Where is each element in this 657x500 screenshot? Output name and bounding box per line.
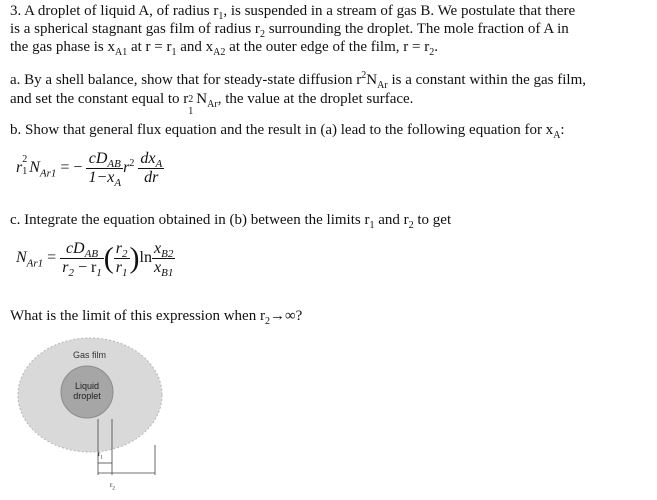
liquid-label-line-1: Liquid <box>74 381 100 391</box>
equation-b: r 2 1 $N_{Ar1}$ = − $\frac{cD_{AB}}{1-x_A}$ $r^2$ $\frac{dx_A}{dr}$ <box>16 150 163 190</box>
problem-line-3: the gas phase is $x_{A1}$ at $r = r_1$ and $x_{A2}$ at the outer edge of the film, $r = r_2$. <box>10 39 438 58</box>
gas-film-label: Gas film <box>73 350 107 360</box>
part-c-text: c. Integrate the equation obtained in (b) between the limits $r_1$ and $r_2$ to get <box>10 212 452 231</box>
r1-label: $r_1$ <box>98 450 103 461</box>
liquid-droplet-label <box>67 381 107 401</box>
part-b-text: b. Show that general flux equation and the result in (a) lead to the following equation for $x_A$: <box>10 122 565 141</box>
problem-line-2: is a spherical stagnant gas film of radius $r_2$ surrounding the droplet. The mole fraction of A in <box>10 21 569 40</box>
part-a-line-2: and set the constant equal to r 2 1 $N_{Ar}$, the value at the droplet surface. <box>10 91 414 117</box>
r2-label: $r_2$ <box>110 481 115 492</box>
problem-line-1: 3. A droplet of liquid A, of radius $r_1$, is suspended in a stream of gas B. We postulate that there <box>10 3 576 22</box>
droplet-diagram <box>15 335 185 495</box>
limit-question: What is the limit of this expression when $r_2\to\infty$? <box>10 308 303 327</box>
liquid-label-line-2: droplet <box>73 391 101 401</box>
equation-c: $N_{Ar1}$ = $\frac{cD_{AB}}{r_2 - r_1}$ ( $\frac{r_2}{r_1}$ )ln $\frac{x_{B2}}{x_{B1}}$ <box>16 240 174 280</box>
part-a-line-1: a. By a shell balance, show that for steady-state diffusion $r^2N_{Ar}$ is a constant within the gas film, <box>10 70 587 91</box>
